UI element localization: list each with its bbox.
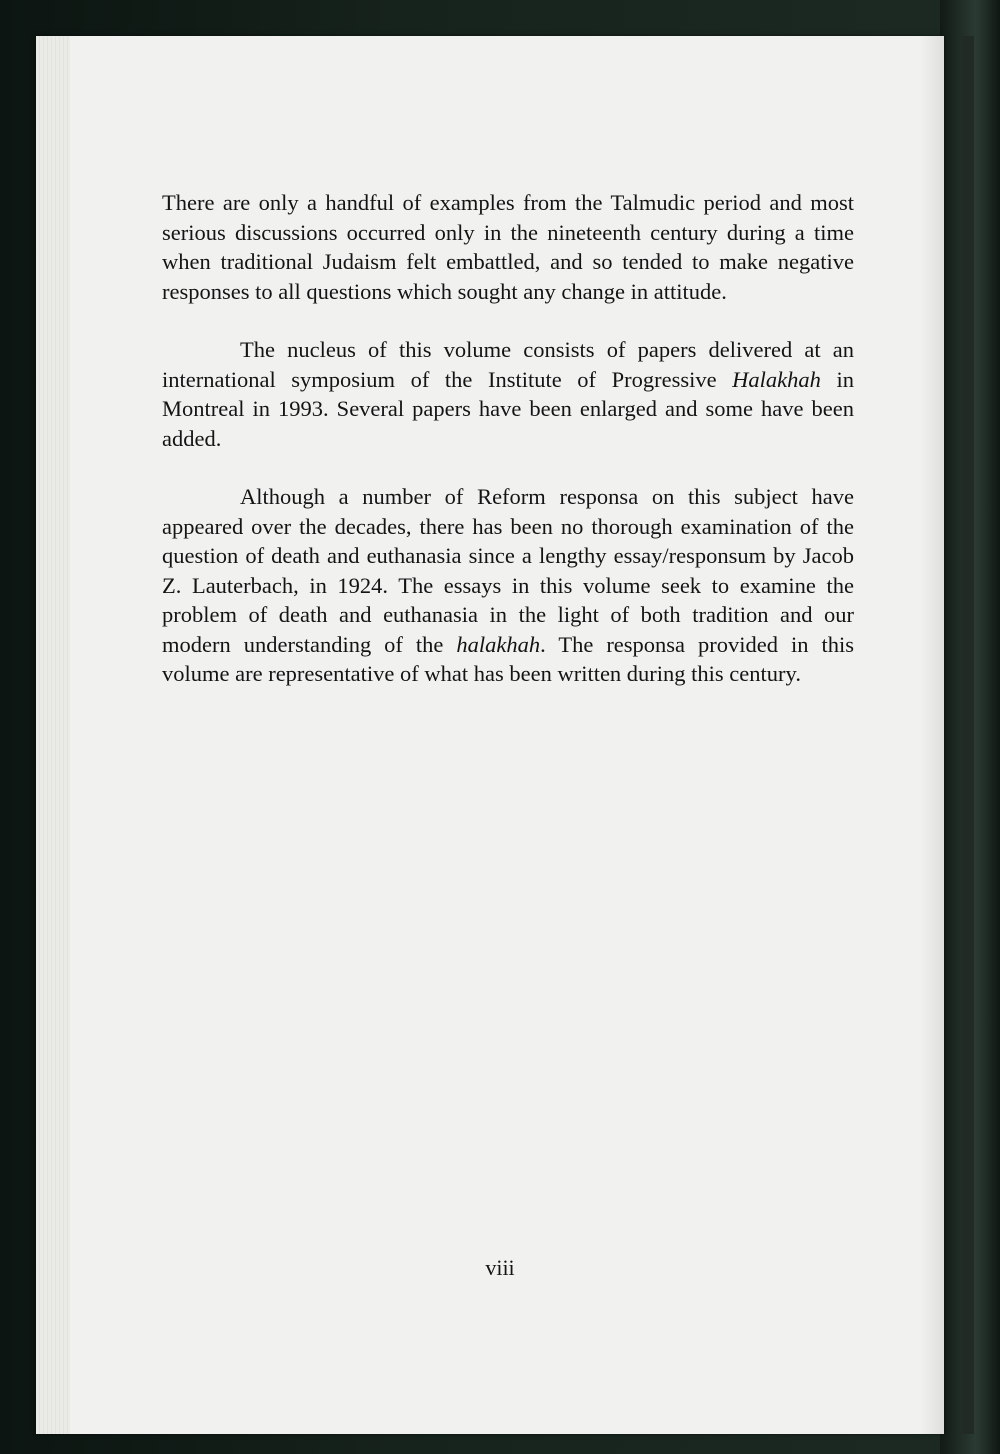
paragraph-2 xyxy=(162,335,854,453)
page-edge-shade xyxy=(920,36,944,1434)
paragraph-2-text-a: The nucleus of this volume consists of papers delivered at an international symposium of the Institute of Progressive xyxy=(162,337,854,392)
page-stack-edges xyxy=(36,36,70,1434)
paragraph-3-italic-term: halakhah xyxy=(456,631,541,657)
paragraph-1-text: There are only a handful of examples from the Talmudic period and most serious discussions occurred only in the nineteenth century during a time when traditional Judaism felt embattled, and so tended to make negative responses to all questions which sought any change in attitude. xyxy=(162,190,854,304)
paragraph-3-text-a: Although a number of Reform responsa on this subject have appeared over the decades, there has been no thorough examination of the question of death and euthanasia since a lengthy essay/responsum by Jacob Z. Lauterbach, in 1924. The essays in this volume seek to examine the problem of death and euthanasia in the light of both tradition and our modern understanding of the xyxy=(162,484,854,657)
page-gutter-shadow xyxy=(962,36,974,1434)
body-text xyxy=(162,188,854,689)
paragraph-2-text-b: in Montreal in 1993. Several papers have been enlarged and some have been added. xyxy=(162,366,854,451)
paragraph-2-italic-term: Halakhah xyxy=(732,366,821,392)
paragraph-3-text-b: . The responsa provided in this volume are representative of what has been written during this century. xyxy=(162,631,854,686)
paragraph-1 xyxy=(162,188,854,306)
page-number: viii xyxy=(485,1255,515,1280)
paragraph-3 xyxy=(162,482,854,689)
